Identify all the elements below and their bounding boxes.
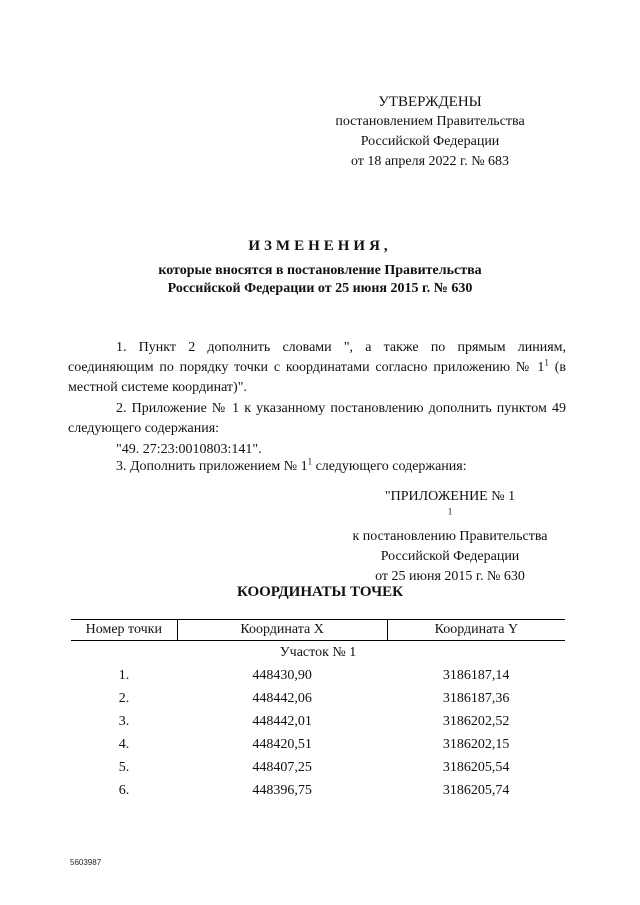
coordinates-table <box>71 619 565 802</box>
appendix-title-text: "ПРИЛОЖЕНИЕ № 1 <box>384 489 516 504</box>
approval-line-3: от 18 апреля 2022 г. № 683 <box>350 154 510 169</box>
paragraph-1-text: 1. Пункт 2 дополнить словами ", а также по прямым линиям, соединяющим по порядку точки с координатами согласно приложению № 1 <box>68 340 566 375</box>
paragraph-4-tail: следующего содержания: <box>312 459 467 474</box>
appendix-line-4: от 25 июня 2015 г. № 630 <box>375 569 525 584</box>
approval-line-1: постановлением Правительства <box>335 114 525 129</box>
point-number: 4. <box>118 736 130 752</box>
coordinate-x: 448430,90 <box>252 667 312 683</box>
coordinate-y: 3186202,15 <box>442 736 510 752</box>
table-row <box>71 687 565 710</box>
point-number: 6. <box>118 782 130 798</box>
subtitle-line-1: которые вносятся в постановление Правительства <box>158 263 482 278</box>
document-code: 5603987 <box>70 858 102 867</box>
document-subtitle <box>0 262 640 298</box>
coordinate-x: 448407,25 <box>252 759 312 775</box>
approval-line-2: Российской Федерации <box>360 134 500 149</box>
paragraph-2: 2. Приложение № 1 к указанному постановлению дополнить пунктом 49 следующего содержания: <box>68 401 566 436</box>
coordinate-y: 3186205,74 <box>442 782 510 798</box>
coordinate-x: 448420,51 <box>252 736 312 752</box>
appendix-title <box>340 487 560 527</box>
table-header-row <box>71 620 565 641</box>
point-number: 5. <box>118 759 130 775</box>
appendix-header <box>340 487 560 587</box>
coordinates-title: КООРДИНАТЫ ТОЧЕК <box>236 584 404 600</box>
paragraph-4-text: 3. Дополнить приложением № 1 <box>116 459 308 474</box>
paragraph-4 <box>116 457 566 477</box>
header-coordinate-x: Координата X <box>177 620 387 641</box>
paragraph-1-tail: (в местной системе координат)". <box>68 360 566 395</box>
point-number: 3. <box>118 713 130 729</box>
point-number: 1. <box>118 667 130 683</box>
table-row <box>71 733 565 756</box>
coordinate-y: 3186205,54 <box>442 759 510 775</box>
appendix-line-3: Российской Федерации <box>380 549 520 564</box>
paragraph-3: "49. 27:23:0010803:141". <box>116 442 262 457</box>
table-row <box>71 779 565 802</box>
paragraph-1 <box>68 338 566 398</box>
section-row <box>71 641 565 665</box>
table-row <box>71 710 565 733</box>
point-number: 2. <box>118 690 130 706</box>
paragraph-4-superscript: 1 <box>307 456 313 467</box>
header-point-number: Номер точки <box>71 620 177 641</box>
coordinate-y: 3186187,36 <box>442 690 510 706</box>
appendix-line-2: к постановлению Правительства <box>352 529 548 544</box>
coordinate-y: 3186187,14 <box>442 667 510 683</box>
paragraph-1-superscript: 1 <box>544 357 549 368</box>
table-row <box>71 756 565 779</box>
coordinate-x: 448396,75 <box>252 782 312 798</box>
subtitle-line-2: Российской Федерации от 25 июня 2015 г. № 630 <box>167 281 473 296</box>
header-coordinate-y: Координата Y <box>387 620 565 641</box>
appendix-title-superscript: 1 <box>447 506 453 517</box>
approval-title: УТВЕРЖДЕНЫ <box>378 94 482 110</box>
section-label: Участок № 1 <box>279 644 357 660</box>
coordinate-x: 448442,01 <box>252 713 312 729</box>
document-title: ИЗМЕНЕНИЯ, <box>248 238 392 254</box>
approval-stamp <box>330 92 530 172</box>
coordinate-y: 3186202,52 <box>442 713 510 729</box>
table-row <box>71 664 565 687</box>
coordinate-x: 448442,06 <box>252 690 312 706</box>
